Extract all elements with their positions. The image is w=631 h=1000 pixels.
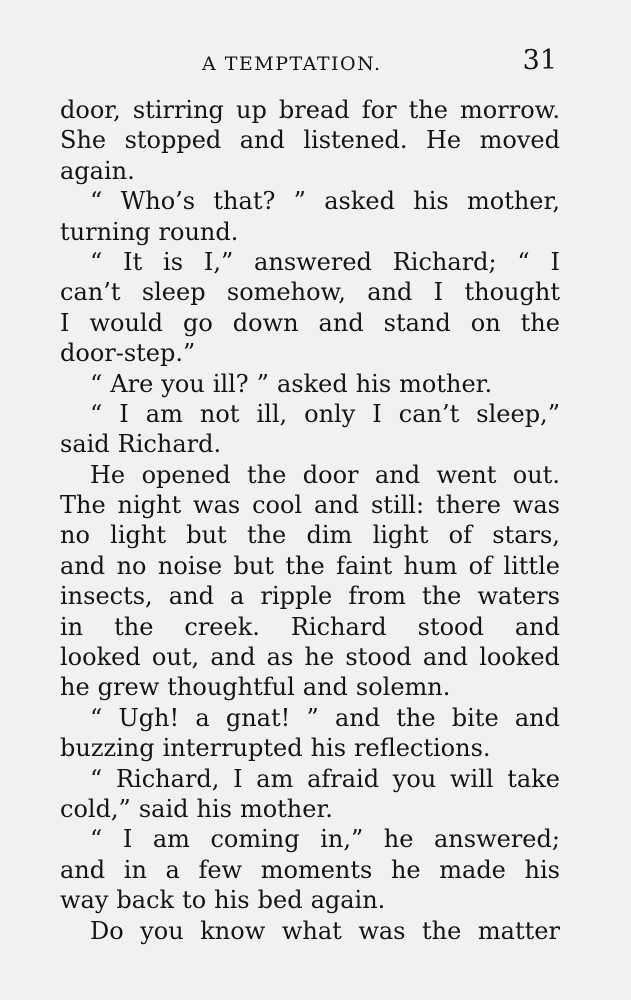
word: went	[436, 460, 497, 489]
word: I	[233, 764, 243, 793]
word: and	[514, 703, 560, 732]
word: noise	[157, 551, 223, 580]
word: looked	[60, 643, 141, 672]
word: moments	[260, 855, 373, 884]
word: ill?	[212, 369, 249, 398]
word: no	[116, 551, 147, 580]
word: ”	[256, 369, 269, 398]
word: on	[470, 308, 501, 337]
word: ill,	[256, 399, 288, 428]
word: night	[117, 491, 182, 520]
word: stood	[417, 612, 484, 641]
word: and	[313, 491, 360, 520]
word: Richard	[290, 612, 387, 641]
word: “	[90, 399, 103, 428]
word: asked	[324, 187, 395, 216]
word: faint	[336, 551, 393, 580]
text-line	[60, 551, 560, 581]
word: his	[310, 734, 347, 763]
word: cold,”	[60, 794, 131, 823]
word: hum	[403, 551, 458, 580]
word: Are	[110, 369, 154, 398]
word: would	[89, 308, 163, 337]
word: Who’s	[120, 187, 196, 216]
word: gnat!	[225, 703, 291, 732]
word: ripple	[260, 582, 333, 611]
word: and	[374, 460, 421, 489]
text-line	[60, 581, 560, 611]
word: The	[60, 491, 106, 520]
word: Richard.	[117, 430, 222, 459]
word: as	[266, 643, 294, 672]
word: am	[152, 825, 190, 854]
word: I	[60, 308, 70, 337]
word: am	[145, 399, 183, 428]
word: answered	[254, 247, 372, 276]
word: “	[90, 703, 103, 732]
word: his	[355, 369, 392, 398]
word: made	[439, 855, 506, 884]
word: and	[210, 643, 256, 672]
text-line	[60, 612, 560, 642]
word: solemn.	[355, 673, 451, 702]
word: stopped	[124, 126, 222, 155]
word: cool	[252, 491, 303, 520]
word: sleep	[141, 278, 206, 307]
running-head: A TEMPTATION.	[202, 53, 382, 75]
word: his	[524, 855, 560, 884]
word: he	[60, 673, 90, 702]
word: the	[285, 551, 325, 580]
word: “	[90, 369, 103, 398]
word: answered;	[433, 825, 560, 854]
word: down	[232, 308, 299, 337]
word: that?	[213, 187, 276, 216]
word: was	[512, 491, 560, 520]
text-line	[60, 186, 560, 216]
word: I	[433, 278, 444, 307]
word: and	[302, 673, 348, 702]
text-line	[60, 794, 560, 824]
word: his	[413, 187, 449, 216]
word: he	[304, 643, 335, 672]
page-header	[0, 44, 631, 80]
word: looked	[479, 643, 560, 672]
word: out.	[512, 460, 560, 489]
word: mother.	[399, 369, 493, 398]
word: no	[60, 521, 90, 550]
text-line	[60, 369, 560, 399]
word: listened.	[303, 126, 408, 155]
word: Richard,	[115, 764, 220, 793]
word: only	[304, 399, 356, 428]
word: Do	[90, 916, 124, 945]
word: and	[334, 703, 381, 732]
word: He	[90, 460, 126, 489]
word: thought	[464, 278, 560, 307]
word: said	[138, 794, 189, 823]
text-line	[60, 156, 560, 186]
text-line	[60, 338, 560, 368]
word: back	[116, 886, 175, 915]
text-line	[60, 125, 560, 155]
word: the	[520, 308, 560, 337]
word: door-step.”	[60, 339, 196, 368]
page-number: 31	[522, 45, 557, 76]
word: he	[383, 825, 414, 854]
word: again.	[310, 886, 386, 915]
word: the	[408, 96, 448, 124]
word: few	[198, 855, 243, 884]
text-line	[60, 642, 560, 672]
word: I	[122, 825, 133, 854]
word: in	[60, 612, 84, 641]
word: interrupted	[162, 734, 303, 763]
word: door	[302, 460, 359, 489]
word: was	[358, 916, 406, 945]
word: “	[90, 825, 103, 854]
word: stars,	[492, 521, 560, 550]
text-line	[60, 490, 560, 520]
text-line	[60, 855, 560, 885]
word: stood	[345, 643, 412, 672]
word: and	[239, 126, 285, 155]
word: Ugh!	[118, 703, 180, 732]
word: to	[182, 886, 207, 915]
word: way	[60, 886, 109, 915]
text-line	[60, 217, 560, 247]
word: of	[468, 551, 492, 580]
word: light	[110, 521, 166, 550]
word: creek.	[184, 612, 260, 641]
word: and	[60, 551, 106, 580]
word: moved	[479, 126, 560, 155]
word: can’t	[60, 278, 121, 307]
text-line	[60, 399, 560, 429]
word: but	[233, 551, 274, 580]
body-text	[60, 95, 560, 946]
word: light	[372, 521, 429, 550]
text-line	[60, 308, 560, 338]
word: mother.	[239, 794, 333, 823]
word: door,	[60, 96, 121, 124]
word: but	[186, 521, 227, 550]
word: morrow.	[460, 96, 560, 124]
word: It	[123, 247, 143, 276]
word: stirring	[132, 96, 224, 124]
word: and	[60, 855, 106, 884]
text-line	[60, 824, 560, 854]
word: reflections.	[354, 734, 491, 763]
word: buzzing	[60, 734, 155, 763]
word: I	[119, 399, 129, 428]
word: ”	[306, 703, 319, 732]
word: She	[60, 126, 107, 155]
word: “	[90, 187, 103, 216]
word: will	[449, 764, 494, 793]
word: and	[514, 612, 560, 641]
word: was	[193, 491, 241, 520]
word: round.	[158, 217, 239, 246]
word: He	[426, 126, 462, 155]
word: his	[196, 794, 232, 823]
word: his	[214, 886, 250, 915]
word: little	[503, 551, 560, 580]
word: a	[195, 703, 210, 732]
word: turning	[60, 217, 151, 246]
text-line	[60, 916, 560, 946]
word: in,”	[320, 825, 364, 854]
word: take	[507, 764, 560, 793]
word: waters	[477, 582, 560, 611]
word: coming	[210, 825, 300, 854]
word: Richard;	[392, 247, 497, 276]
word: asked	[276, 369, 348, 398]
word: the	[422, 582, 462, 611]
word: “	[90, 247, 103, 276]
word: sleep,”	[476, 399, 560, 428]
word: and	[422, 643, 468, 672]
word: and	[318, 308, 364, 337]
text-line	[60, 429, 560, 459]
word: the	[396, 703, 436, 732]
word: afraid	[307, 764, 380, 793]
word: what	[281, 916, 342, 945]
word: the	[246, 521, 287, 550]
text-line	[60, 460, 560, 490]
text-line	[60, 885, 560, 915]
word: of	[448, 521, 472, 550]
word: a	[230, 582, 245, 611]
word: and	[367, 278, 413, 307]
word: said	[60, 430, 110, 459]
word: mother,	[466, 187, 560, 216]
word: you	[392, 764, 437, 793]
word: there	[435, 491, 501, 520]
word: is	[163, 247, 184, 276]
word: matter	[477, 916, 560, 945]
word: “	[90, 764, 103, 793]
word: insects,	[60, 582, 153, 611]
word: the	[114, 612, 154, 641]
word: for	[361, 96, 397, 124]
word: I	[550, 247, 560, 276]
word: grew	[97, 673, 160, 702]
word: from	[348, 582, 406, 611]
word: am	[256, 764, 294, 793]
word: I,”	[203, 247, 234, 276]
word: you	[140, 916, 184, 945]
word: not	[199, 399, 240, 428]
word: still:	[370, 491, 425, 520]
word: and	[168, 582, 214, 611]
word: go	[182, 308, 213, 337]
word: bite	[451, 703, 499, 732]
word: dim	[306, 521, 353, 550]
word: I	[372, 399, 382, 428]
word: somehow,	[226, 278, 346, 307]
word: again.	[60, 156, 135, 185]
text-line	[60, 672, 560, 702]
word: know	[200, 916, 266, 945]
text-line	[60, 95, 560, 125]
word: you	[161, 369, 205, 398]
word: opened	[141, 460, 231, 489]
word: “	[517, 247, 530, 276]
word: bread	[278, 96, 350, 124]
word: up	[236, 96, 267, 124]
word: a	[165, 855, 180, 884]
word: thoughtful	[167, 673, 295, 702]
word: ”	[293, 187, 306, 216]
word: stand	[383, 308, 451, 337]
word: can’t	[398, 399, 460, 428]
text-line	[60, 703, 560, 733]
word: out,	[151, 643, 200, 672]
text-line	[60, 520, 560, 550]
word: the	[422, 916, 462, 945]
word: in	[123, 855, 147, 884]
word: bed	[257, 886, 303, 915]
text-line	[60, 277, 560, 307]
word: he	[390, 855, 421, 884]
word: the	[247, 460, 287, 489]
text-line	[60, 764, 560, 794]
text-line	[60, 733, 560, 763]
text-line	[60, 247, 560, 277]
